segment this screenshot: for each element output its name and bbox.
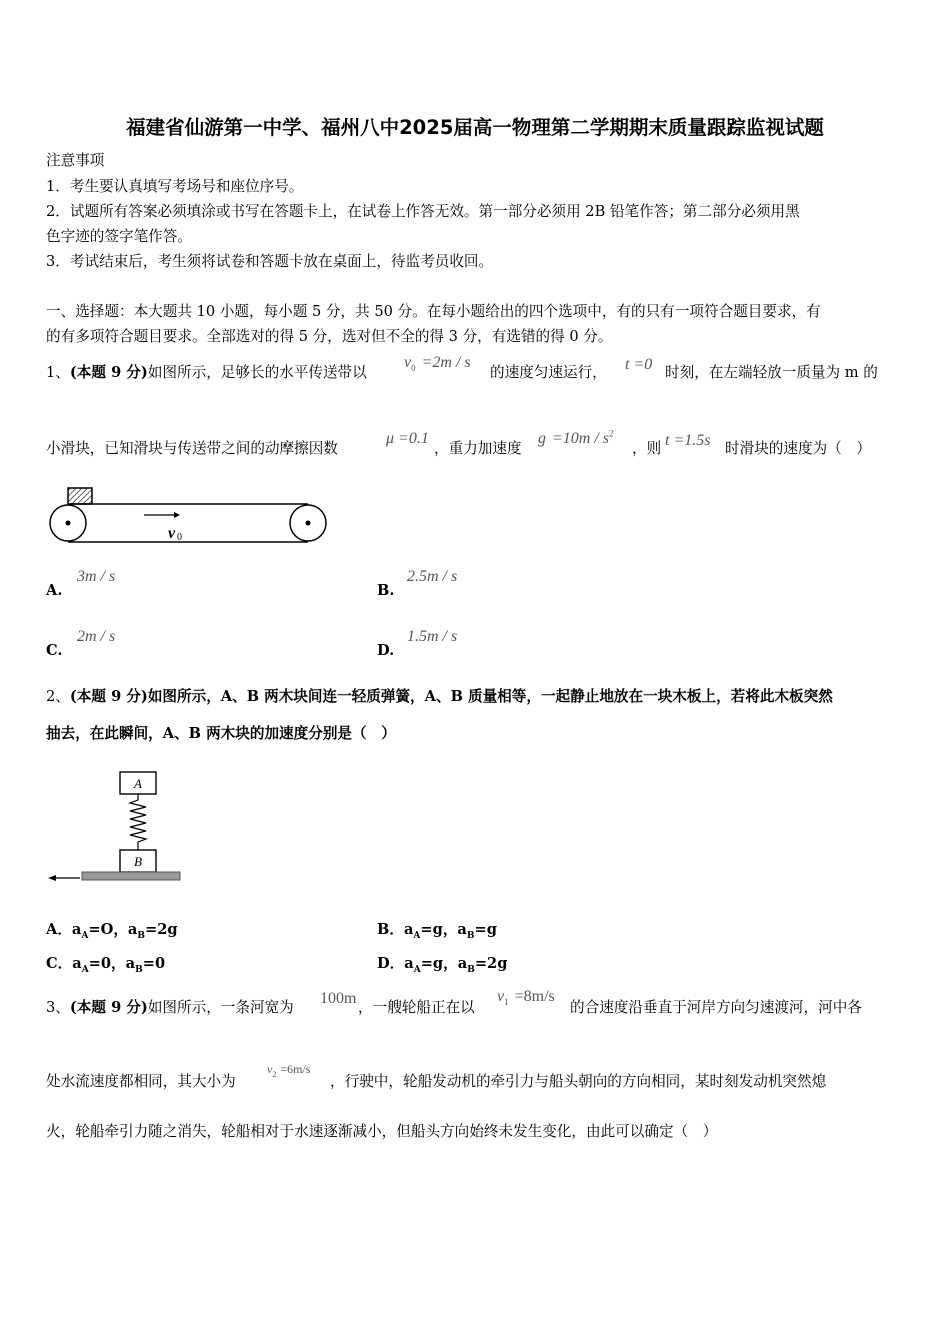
q2-option-a: A．$a_A=O$，$a_B=2g$ [46,921,178,941]
q3-line-1: 3、(本题 9 分)如图所示，一条河宽为 [46,999,294,1016]
notice-heading: 注意事项 [46,152,105,169]
notice-item-2-cont: 色字迹的签字笔作答。 [46,228,192,245]
q3-line-2: 处水流速度都相同，其大小为 [46,1073,236,1090]
q1-mu-formula: μ =0.1 [386,430,429,447]
q1-option-b-value: 2.5m / s [407,568,458,585]
page-title: 福建省仙游第一中学、福州八中2025届高一物理第二学期期末质量跟踪监视试题 [126,116,824,139]
belt-velocity-sub: 0 [177,532,182,543]
q1-t0-formula: t =0 [625,356,653,373]
q2-option-b: B．$a_A=g$，$a_B=g$ [377,921,497,941]
q3-line-2b: ，行驶中，轮船发动机的牵引力与船头朝向的方向相同，某时刻发动机突然熄 [330,1073,827,1090]
q3-width-formula: 100m [320,990,357,1007]
q1-t1-formula: t =1.5s [665,432,711,449]
q1-line-2b: ，重力加速度 [434,440,522,457]
q3-v2-formula: $v_2 =6m/s$ [267,1062,311,1080]
section-intro-line-1: 一、选择题：本大题共 10 小题，每小题 5 分，共 50 分。在每小题给出的四个选项中，有的只有一项符合题目要求，有 [46,303,821,320]
q1-option-a-label: A. [46,582,63,599]
q1-option-b-label: B. [377,582,395,599]
conveyor-belt-figure [46,484,336,550]
notice-item-3: 3．考试结束后，考生须将试卷和答题卡放在桌面上，待监考员收回。 [46,253,494,270]
q1-line-1c: 时刻，在左端轻放一质量为 m 的 [665,364,878,381]
notice-item-2: 2．试题所有答案必须填涂或书写在答题卡上，在试卷上作答无效。第一部分必须用 2B 铅笔作答；第二部分必须用黑 [46,203,800,220]
spring [130,794,146,850]
svg-text:A: A [134,776,142,791]
q2-line-2: 抽去，在此瞬间，A、B 两木块的加速度分别是（ ） [46,725,396,742]
q3-line-3: 火，轮船牵引力随之消失，轮船相对于水速逐渐减小，但船头方向始终未发生变化，由此可以确定（ ） [46,1123,718,1140]
q1-line-2: 小滑块，已知滑块与传送带之间的动摩擦因数 [46,440,338,457]
slider-block [68,488,92,504]
q1-option-d-label: D. [377,642,395,659]
q2-option-d: D．$a_A=g$，$a_B=2g$ [377,955,508,975]
q1-option-a-value: 3m / s [77,568,116,585]
svg-text:B: B [134,854,142,869]
q1-v0-formula: $v_0 =2m / s$ [404,354,471,374]
q1-line-1b: 的速度匀速运行， [490,364,607,381]
q3-line-1c: 的合速度沿垂直于河岸方向匀速渡河，河中各 [570,999,862,1016]
q2-option-c: C．$a_A=0$，$a_B=0$ [46,955,166,975]
q1-option-c-label: C. [46,642,63,659]
q2-line-1: 2、(本题 9 分)如图所示，A、B 两木块间连一轻质弹簧，A、B 质量相等，一起静止地放在一块木板上，若将此木板突然 [46,688,833,705]
q3-line-1b: ，一艘轮船正在以 [358,999,475,1016]
wooden-board [82,872,180,880]
notice-item-1: 1．考生要认真填写考场号和座位序号。 [46,178,304,195]
q1-line-2c: ，则 [632,440,662,457]
q1-g-formula: $g =10m / s^2$ [538,428,614,447]
q1-option-d-value: 1.5m / s [407,628,458,645]
q1-option-c-value: 2m / s [77,628,116,645]
pull-direction-arrow [48,875,56,881]
velocity-arrow [174,512,180,518]
q1-line-2d: 时滑块的速度为（ ） [725,440,871,457]
q3-v1-formula: $v_1 =8m/s$ [497,988,555,1008]
q1-line-1: 1、(本题 9 分)如图所示，足够长的水平传送带以 [46,364,367,381]
belt-velocity-label: v [168,525,176,542]
section-intro-line-2: 的有多项符合题目要求。全部选对的得 5 分，选对但不全的得 3 分，有选错的得 0 分。 [46,328,613,345]
spring-blocks-figure [46,766,186,888]
